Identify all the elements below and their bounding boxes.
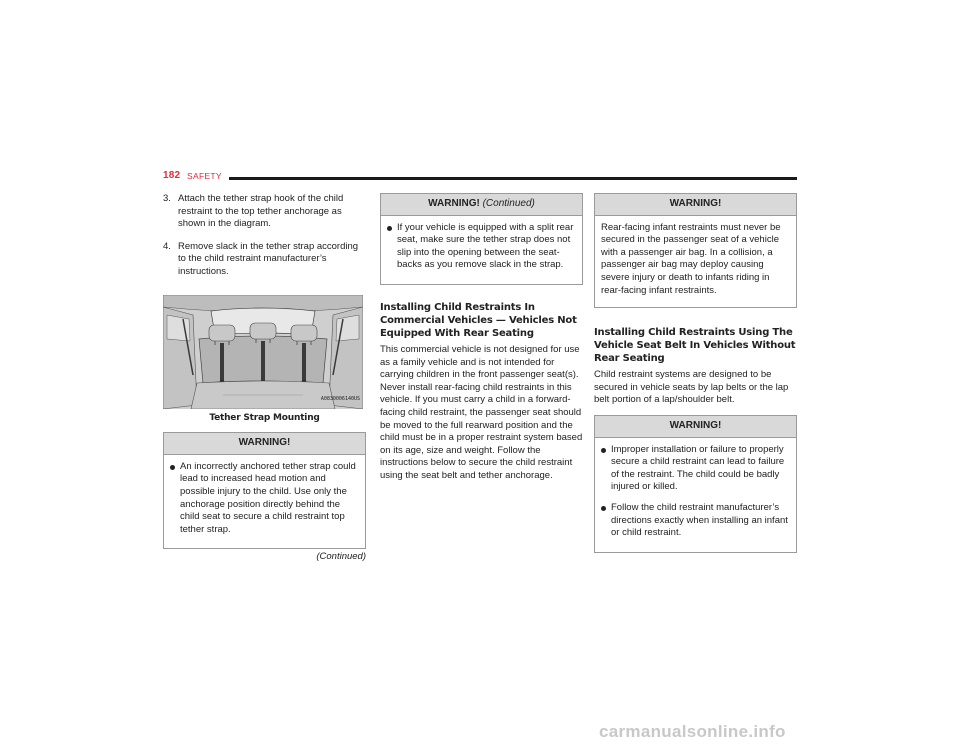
column-right	[594, 193, 797, 553]
tether-strap-illustration	[163, 295, 363, 409]
warning-bullet	[387, 222, 576, 272]
page-header	[163, 170, 797, 184]
step-3	[163, 193, 366, 231]
warning-title: WARNING!	[595, 416, 796, 438]
bullet-icon	[387, 226, 392, 231]
step-text: Remove slack in the tether strap according to the child restraint manufacturer’s instructions.	[178, 240, 359, 277]
warning-body	[595, 438, 796, 552]
column-left	[163, 193, 366, 564]
warning-bullet	[601, 502, 790, 540]
warning-text: Rear-facing infant restraints must never be secured in the passenger seat of a vehicle with a passenger air bag. In a collision, a passenger air bag may deploy causing severe injury or death to infants riding in rear-facing infant restraints.	[601, 221, 781, 296]
figure-caption: Tether Strap Mounting	[209, 412, 320, 423]
warning-bullet-text: Follow the child restraint manufacturer’s directions exactly when installing an infant or child restraint.	[611, 501, 788, 539]
section-title: SAFETY	[187, 171, 222, 181]
vehicle-interior-drawing	[163, 295, 363, 409]
bullet-icon	[601, 506, 606, 511]
warning-box-tether	[163, 432, 366, 549]
warning-title	[381, 194, 582, 216]
warning-bullet-text: If your vehicle is equipped with a split rear seat, make sure the tether strap does not slip into the opening between the seat-backs as you remove slack in the strap.	[397, 221, 574, 271]
warning-title-text: WARNING!	[428, 198, 480, 209]
warning-title-suffix: (Continued)	[482, 198, 535, 209]
warning-box-installation	[594, 415, 797, 553]
paragraph-commercial: This commercial vehicle is not designed for use as a family vehicle and is not intended for carrying children in the front passenger seat(s). Never install rear-facing child restraints in this vehicle. If you must carry a child in a forward-facing child restraint, the passenger seat should be moved to the full rearward position and the child must be in a proper restraint system based on its age, size and weight. Follow the instructions below to secure the child restraint using the seat belt and tether anchorage.	[380, 343, 583, 481]
paragraph-seat-belt: Child restraint systems are designed to be secured in vehicle seats by lap belts or the lap belt portion of a lap/shoulder belt.	[594, 369, 789, 406]
column-middle	[380, 193, 583, 491]
bullet-icon	[601, 448, 606, 453]
warning-bullet-text: An incorrectly anchored tether strap could lead to increased head motion and possible injury to the child. Use only the anchorage position directly behind the child seat to secure a child restraint top tether strap.	[180, 460, 356, 535]
page-number: 182	[163, 170, 181, 181]
header-rule	[229, 177, 797, 180]
step-4	[163, 241, 366, 279]
bullet-icon	[170, 465, 175, 470]
step-number: 3.	[163, 193, 171, 204]
warning-title: WARNING!	[164, 433, 365, 455]
figure-code: A0830006140US	[320, 395, 360, 402]
section-heading-commercial: Installing Child Restraints In Commercial Vehicles — Vehicles Not Equipped With Rear Seating	[380, 301, 577, 339]
warning-body	[595, 216, 796, 308]
step-text: Attach the tether strap hook of the child restraint to the top tether anchorage as shown in the diagram.	[178, 193, 344, 230]
watermark: carmanualsonline.info	[599, 722, 786, 741]
warning-bullet-text: Improper installation or failure to properly secure a child restraint can lead to failure of the restraint. The child could be badly injured or killed.	[611, 443, 785, 493]
step-number: 4.	[163, 240, 171, 252]
warning-body	[164, 455, 365, 549]
warning-bullet	[601, 444, 790, 494]
warning-body	[381, 216, 582, 284]
warning-bullet	[170, 461, 359, 537]
warning-box-continued	[380, 193, 583, 285]
continued-label: (Continued)	[316, 551, 366, 563]
warning-title: WARNING!	[595, 194, 796, 216]
section-heading-vehicle-seat-belt: Installing Child Restraints Using The Vehicle Seat Belt In Vehicles Without Rear Seating	[594, 327, 796, 365]
warning-box-rear-facing	[594, 193, 797, 308]
